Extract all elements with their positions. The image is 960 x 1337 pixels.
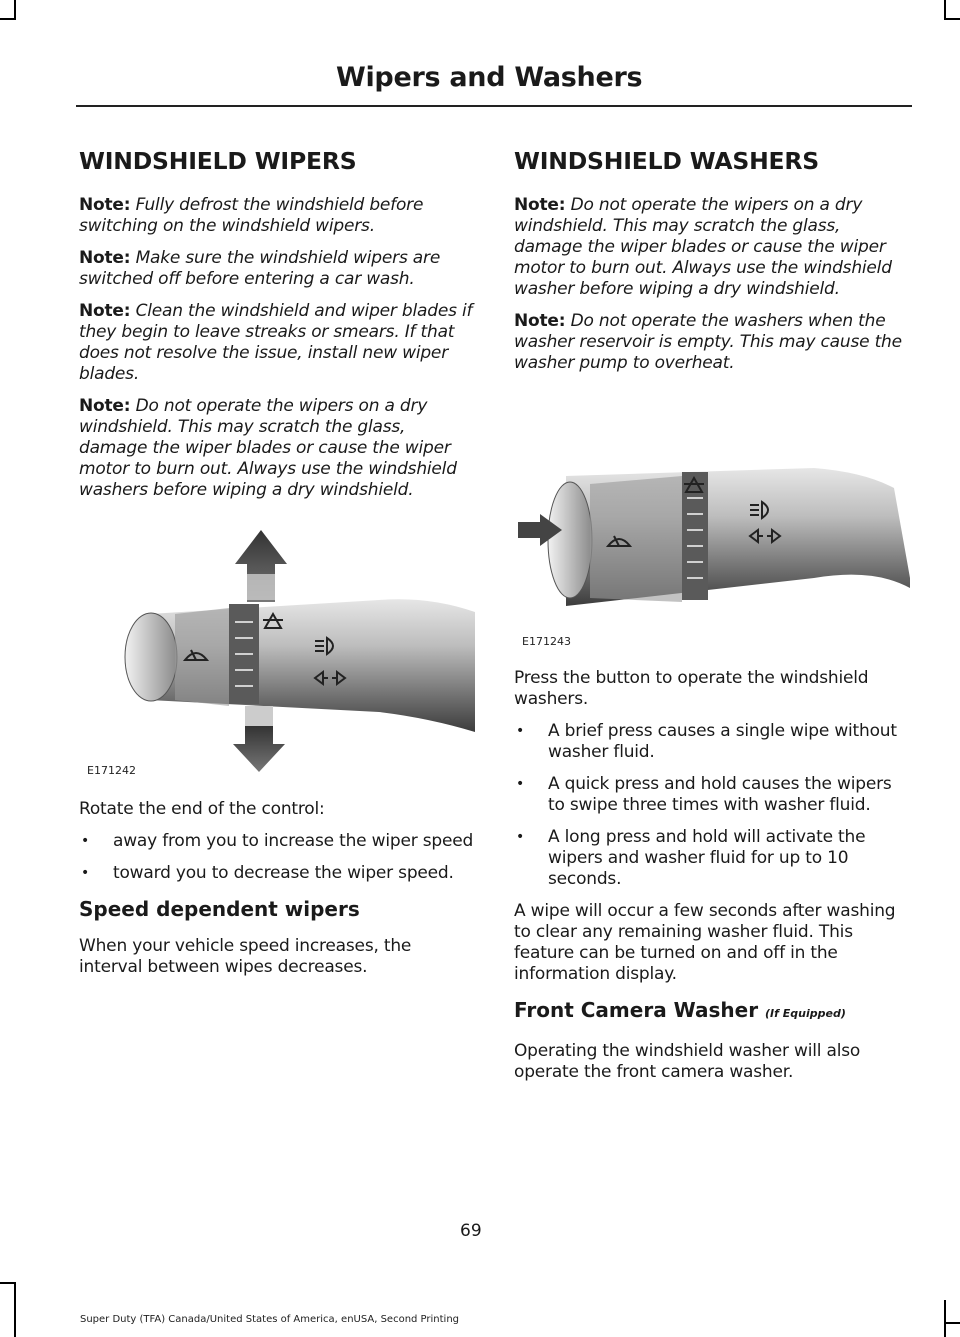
after-wash-text: A wipe will occur a few seconds after washing to clear any remaining washer fluid. This feature can be turned on and off in the information display. [514,901,896,984]
list-item: • A long press and hold will activate the wipers and washer fluid for up to 10 seconds. [514,827,909,890]
note [514,195,909,300]
rotate-intro-text: Rotate the end of the control: [79,799,325,819]
header-divider [76,105,912,107]
note [514,311,909,374]
crop-mark [14,0,16,20]
rotate-toward-arrow-icon [233,706,285,772]
left-column [79,146,474,989]
note-label: Note: [79,301,131,321]
wiper-stalk-rotate-figure [79,521,475,781]
crop-mark [944,1300,946,1337]
crop-mark [0,18,16,20]
press-bullet-list [514,721,909,890]
list-item: • toward you to decrease the wiper speed. [79,863,474,884]
figure-code: E171243 [522,635,571,648]
rotate-away-arrow-icon [235,530,287,602]
subheading-qualifier: (If Equipped) [765,1007,846,1020]
crop-mark [14,1282,16,1337]
crop-mark [944,18,960,20]
note [79,248,474,290]
section-heading-washers: WINDSHIELD WASHERS [514,147,820,175]
note [79,396,474,501]
note-label: Note: [514,311,566,331]
camera-washer-text: Operating the windshield washer will also operate the front camera washer. [514,1041,861,1082]
crop-mark [944,1322,960,1324]
note [79,301,474,385]
section-heading-wipers: WINDSHIELD WIPERS [79,147,357,175]
press-button-text: Press the button to operate the windshield washers. [514,668,869,709]
note-label: Note: [79,195,131,215]
washer-button-figure [514,467,910,652]
note-text: Fully defrost the windshield before switching on the windshield wipers. [79,195,424,236]
note-text: Make sure the windshield wipers are switched off before entering a car wash. [79,248,441,289]
rotate-bullet-list [79,831,474,884]
page-number: 69 [460,1221,482,1241]
note-label: Note: [514,195,566,215]
subheading-text: Front Camera Washer [514,998,759,1022]
list-item: • away from you to increase the wiper speed [79,831,474,852]
figure-code: E171242 [87,764,136,777]
wiper-stalk-rotate-illustration [79,522,475,782]
page-header-title: Wipers and Washers [336,62,643,93]
washer-button[interactable] [548,482,592,598]
list-item: • A brief press causes a single wipe without washer fluid. [514,721,909,763]
list-item: • A quick press and hold causes the wipers to swipe three times with washer fluid. [514,774,909,816]
right-column [514,146,909,1094]
stalk-end-cap [125,613,177,701]
note [79,195,474,237]
crop-mark [0,1282,16,1284]
crop-mark [944,0,946,20]
page-footer: Super Duty (TFA) Canada/United States of America, enUSA, Second Printing [80,1314,460,1325]
note-label: Note: [79,396,131,416]
note-text: Clean the windshield and wiper blades if they begin to leave streaks or smears. If that does not resolve the issue, install new wiper blades. [79,301,473,384]
speed-dependent-text: When your vehicle speed increases, the interval between wipes decreases. [79,936,412,977]
note-text: Do not operate the washers when the washer reservoir is empty. This may cause the washer pump to overheat. [514,311,902,373]
note-label: Note: [79,248,131,268]
subheading-front-camera-washer [514,997,909,1027]
note-text: Do not operate the wipers on a dry windshield. This may scratch the glass, damage the wiper blades or cause the wiper motor to burn out. Always use the windshield washer before wiping a dry windshield. [514,195,892,299]
note-text: Do not operate the wipers on a dry windshield. This may scratch the glass, damage the wiper blades or cause the wiper motor to burn out. Always use the windshield washers before wiping a dry windshield. [79,396,457,500]
washer-button-illustration [514,468,910,653]
subheading-speed-dependent: Speed dependent wipers [79,897,360,921]
